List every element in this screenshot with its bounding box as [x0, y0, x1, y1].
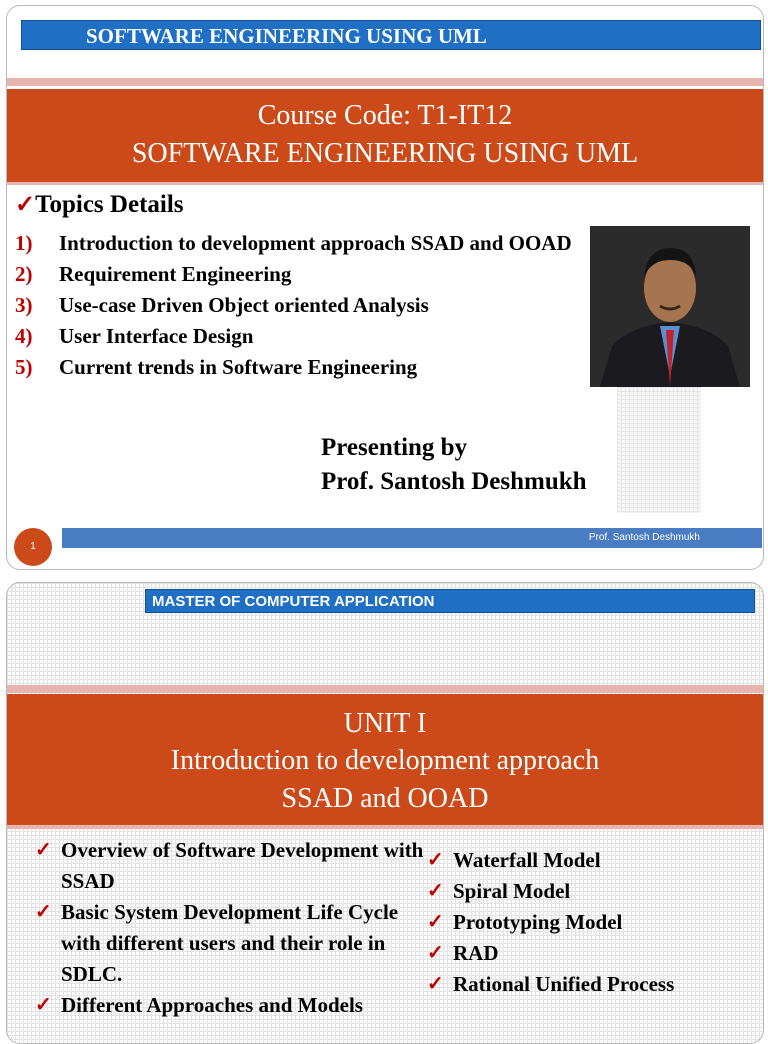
- topic-number: 2): [15, 262, 33, 286]
- topic-item: [15, 228, 575, 259]
- list-item-text: Waterfall Model: [453, 848, 601, 872]
- unit-title: Introduction to development approach: [170, 745, 600, 776]
- topic-number: 3): [15, 293, 33, 317]
- presenter-photo: [590, 226, 750, 387]
- check-icon: ✓: [427, 849, 444, 871]
- unit-topics-left: [35, 835, 435, 1021]
- slide-1: [6, 5, 764, 570]
- list-item: [427, 907, 757, 938]
- topic-text: Use-case Driven Object oriented Analysis: [59, 293, 429, 317]
- topic-item: [15, 321, 575, 352]
- topic-text: Current trends in Software Engineering: [59, 355, 418, 379]
- divider-line: [7, 78, 763, 86]
- page-number-badge: 1: [14, 528, 52, 566]
- topic-item: [15, 259, 575, 290]
- list-item-text: Overview of Software Development with SSAD: [61, 838, 424, 893]
- check-icon: ✓: [427, 973, 444, 995]
- unit-label: UNIT I: [343, 708, 427, 739]
- list-item: [427, 876, 757, 907]
- topic-number: 1): [15, 231, 33, 255]
- list-item-text: Rational Unified Process: [453, 972, 675, 996]
- list-item-text: Spiral Model: [453, 879, 571, 903]
- list-item-text: Different Approaches and Models: [61, 993, 363, 1017]
- list-item: [427, 938, 757, 969]
- check-icon: ✓: [35, 901, 52, 923]
- topic-number: 4): [15, 324, 33, 348]
- list-item-text: Basic System Development Life Cycle with different users and their role in SDLC.: [61, 900, 399, 986]
- course-code: Course Code: T1-IT12: [257, 100, 513, 131]
- topics-heading-text: Topics Details: [35, 191, 184, 218]
- check-icon: ✓: [35, 994, 52, 1016]
- topic-text: User Interface Design: [59, 324, 254, 348]
- divider-line: [7, 825, 763, 829]
- list-item: [35, 897, 435, 990]
- topic-text: Introduction to development approach SSAD and OOAD: [59, 231, 572, 255]
- course-top-band: SOFTWARE ENGINEERING USING UML: [21, 20, 761, 50]
- check-icon: ✓: [427, 880, 444, 902]
- slide-2: [6, 582, 764, 1044]
- topic-text: Requirement Engineering: [59, 262, 292, 286]
- list-item: [427, 969, 757, 1000]
- divider-line: [7, 182, 763, 185]
- footer-bar: Prof. Santosh Deshmukh: [62, 528, 762, 548]
- divider-line: [7, 685, 763, 693]
- check-icon: ✓: [427, 942, 444, 964]
- presenting-label: Presenting by: [321, 434, 468, 461]
- check-icon: ✓: [15, 192, 36, 218]
- check-icon: ✓: [427, 911, 444, 933]
- list-item: [35, 835, 435, 897]
- presenter-name: Prof. Santosh Deshmukh: [321, 468, 587, 495]
- presenter-block: [321, 431, 587, 499]
- topic-list: [15, 228, 575, 383]
- topic-number: 5): [15, 355, 33, 379]
- course-title: SOFTWARE ENGINEERING USING UML: [131, 138, 639, 169]
- course-title-band: [7, 89, 763, 182]
- unit-subtitle: SSAD and OOAD: [281, 783, 489, 814]
- unit-models-right: [427, 845, 757, 1000]
- list-item: [35, 990, 435, 1021]
- photo-reflection: [617, 387, 701, 513]
- list-item: [427, 845, 757, 876]
- check-icon: ✓: [35, 839, 52, 861]
- topic-item: [15, 352, 575, 383]
- topics-heading: [15, 190, 184, 219]
- unit-title-band: [7, 694, 763, 825]
- topic-item: [15, 290, 575, 321]
- presenter-photo-icon: [590, 226, 750, 387]
- list-item-text: RAD: [453, 941, 499, 965]
- list-item-text: Prototyping Model: [453, 910, 623, 934]
- program-top-band: MASTER OF COMPUTER APPLICATION: [145, 589, 755, 613]
